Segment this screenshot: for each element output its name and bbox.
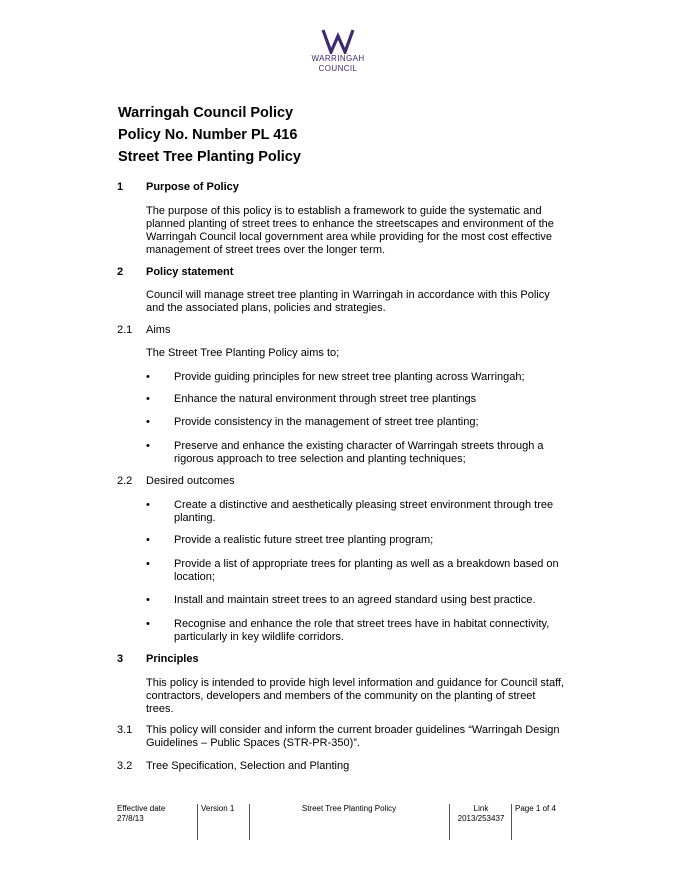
section-number: 3 bbox=[117, 653, 124, 665]
section-1-body: The purpose of this policy is to establish a framework to guide the systematic and planned planting of street trees to enhance the streetscapes and environment of the Warringah Council local government area while providing for the most cost effective management of street trees over the longer term. bbox=[146, 205, 554, 256]
section-number: 3.1 bbox=[117, 724, 133, 736]
footer-divider bbox=[249, 804, 250, 840]
section-3-1-text: This policy will consider and inform the current broader guidelines “Warringah Design Guidelines – Public Spaces (STR-PR-350)”. bbox=[146, 724, 560, 749]
list-item-text: Provide a list of appropriate trees for planting as well as a breakdown based on location; bbox=[174, 558, 559, 583]
section-number: 3.2 bbox=[117, 760, 133, 772]
title-policy-name: Street Tree Planting Policy bbox=[118, 149, 301, 165]
logo-line-1: WARRINGAH bbox=[311, 54, 365, 63]
list-item-text: Preserve and enhance the existing character of Warringah streets through a rigorous approach to tree selection and planting techniques; bbox=[174, 440, 544, 465]
link-label: Link bbox=[473, 804, 489, 813]
title-council-policy: Warringah Council Policy bbox=[118, 105, 294, 121]
aims-intro: The Street Tree Planting Policy aims to; bbox=[146, 347, 340, 359]
list-item-text: Provide guiding principles for new street tree planting across Warringah; bbox=[174, 371, 525, 383]
bullet-icon: • bbox=[146, 499, 150, 511]
footer-divider bbox=[197, 804, 198, 840]
section-title: Principles bbox=[146, 653, 199, 665]
footer-page-number: Page 1 of 4 bbox=[515, 804, 556, 813]
footer-link bbox=[451, 804, 511, 840]
bullet-icon: • bbox=[146, 393, 150, 405]
footer-version: Version 1 bbox=[201, 804, 235, 813]
list-item-text: Enhance the natural environment through street tree plantings bbox=[174, 393, 477, 405]
footer-divider bbox=[511, 804, 512, 840]
list-item-text: Provide a realistic future street tree planting program; bbox=[174, 534, 434, 546]
effective-date-value: 27/8/13 bbox=[117, 814, 144, 823]
page-footer bbox=[117, 804, 565, 841]
logo-line-2: COUNCIL bbox=[318, 63, 358, 73]
section-number: 2.2 bbox=[117, 475, 133, 487]
section-title: Tree Specification, Selection and Planting bbox=[146, 760, 350, 772]
section-number: 2.1 bbox=[117, 324, 133, 336]
bullet-icon: • bbox=[146, 371, 150, 383]
section-title: Aims bbox=[146, 324, 171, 336]
council-logo bbox=[296, 28, 380, 73]
footer-divider bbox=[449, 804, 450, 840]
list-item-text: Provide consistency in the management of street tree planting; bbox=[174, 416, 479, 428]
section-title: Policy statement bbox=[146, 266, 234, 278]
section-title: Purpose of Policy bbox=[146, 181, 239, 193]
bullet-icon: • bbox=[146, 618, 150, 630]
footer-effective-date bbox=[117, 804, 195, 840]
bullet-icon: • bbox=[146, 416, 150, 428]
section-number: 1 bbox=[117, 181, 124, 193]
bullet-icon: • bbox=[146, 534, 150, 546]
bullet-icon: • bbox=[146, 594, 150, 606]
section-2-body: Council will manage street tree planting in Warringah in accordance with this Policy and the associated plans, policies and strategies. bbox=[146, 289, 550, 314]
list-item-text: Install and maintain street trees to an agreed standard using best practice. bbox=[174, 594, 536, 606]
warringah-w-logo-icon bbox=[321, 28, 355, 54]
link-value: 2013/253437 bbox=[457, 814, 505, 823]
bullet-icon: • bbox=[146, 440, 150, 452]
policy-titles bbox=[118, 102, 301, 168]
effective-date-label: Effective date bbox=[117, 804, 166, 813]
title-policy-number: Policy No. Number PL 416 bbox=[118, 127, 298, 143]
list-item-text: Create a distinctive and aesthetically pleasing street environment through tree planting. bbox=[174, 499, 554, 524]
list-item-text: Recognise and enhance the role that street trees have in habitat connectivity, particularly in key wildlife corridors. bbox=[174, 618, 550, 643]
section-title: Desired outcomes bbox=[146, 475, 235, 487]
section-3-body: This policy is intended to provide high level information and guidance for Council staff, contractors, developers and members of the community on the planting of street trees. bbox=[146, 677, 565, 715]
section-number: 2 bbox=[117, 266, 124, 278]
footer-doc-title: Street Tree Planting Policy bbox=[301, 804, 397, 813]
bullet-icon: • bbox=[146, 558, 150, 570]
